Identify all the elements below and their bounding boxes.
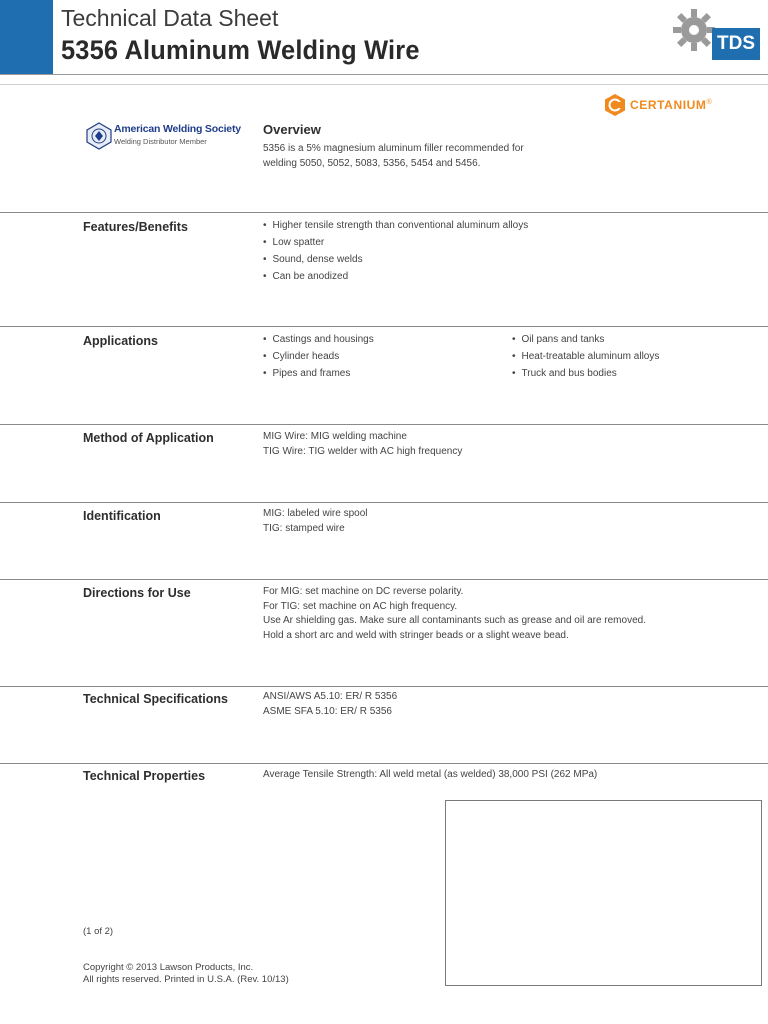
page-number: (1 of 2) — [83, 926, 114, 937]
applications-label: Applications — [83, 334, 159, 348]
application-item: • Truck and bus bodies — [512, 365, 617, 382]
properties-text: Average Tensile Strength: All weld metal (as welded) 38,000 PSI (262 MPa) — [263, 769, 598, 780]
application-item: • Heat-treatable aluminum alloys — [512, 348, 659, 365]
directions-text: For MIG: set machine on DC reverse polarity. For TIG: set machine on AC high frequency. Use Ar shielding gas. Make sure all contaminants such as grease and oil are removed. Hold a short arc and weld with stringer beads or a slight weave bead. — [263, 586, 646, 641]
section-divider — [0, 579, 768, 580]
certanium-logo — [604, 93, 744, 119]
tds-badge: TDS — [712, 28, 760, 60]
certanium-hex-icon — [604, 93, 626, 117]
application-item: • Pipes and frames — [263, 365, 350, 382]
feature-item: • Low spatter — [263, 234, 324, 251]
specifications-label: Technical Specifications — [83, 692, 228, 706]
copyright-notice: Copyright © 2013 Lawson Products, Inc. All rights reserved. Printed in U.S.A. (Rev. 10/13) — [83, 962, 289, 985]
aws-subtitle: Welding Distributor Member — [114, 137, 207, 146]
features-label: Features/Benefits — [83, 220, 188, 234]
header-divider — [0, 84, 768, 85]
properties-label: Technical Properties — [83, 769, 206, 783]
method-label: Method of Application — [83, 431, 214, 445]
aws-logo — [86, 122, 241, 152]
application-item: • Castings and housings — [263, 331, 374, 348]
document-type: Technical Data Sheet — [61, 5, 279, 31]
blank-info-box — [445, 800, 762, 986]
specifications-text: ANSI/AWS A5.10: ER/ R 5356 ASME SFA 5.10: ER/ R 5356 — [263, 691, 398, 717]
section-divider — [0, 212, 768, 213]
feature-item: • Sound, dense welds — [263, 251, 363, 268]
identification-label: Identification — [83, 509, 161, 523]
application-item: • Oil pans and tanks — [512, 331, 604, 348]
overview-text: 5356 is a 5% magnesium aluminum filler recommended for welding 5050, 5052, 5083, 5356, 5454 and 5456. — [263, 143, 524, 169]
document-header — [0, 0, 768, 75]
aws-seal-icon — [86, 122, 112, 150]
section-divider — [0, 424, 768, 425]
method-text: MIG Wire: MIG welding machine TIG Wire: TIG welder with AC high frequency — [263, 431, 463, 457]
application-item: • Cylinder heads — [263, 348, 339, 365]
aws-name: American Welding Society — [114, 123, 241, 135]
directions-label: Directions for Use — [83, 586, 191, 600]
header-accent-bar — [0, 0, 53, 74]
document-title: 5356 Aluminum Welding Wire — [61, 35, 420, 65]
section-divider — [0, 326, 768, 327]
feature-item: • Can be anodized — [263, 268, 348, 285]
overview-title: Overview — [263, 122, 321, 137]
section-divider — [0, 763, 768, 764]
section-divider — [0, 502, 768, 503]
certanium-wordmark: CERTANIUM® — [630, 98, 713, 112]
feature-item: • Higher tensile strength than conventional aluminum alloys — [263, 217, 528, 234]
section-divider — [0, 686, 768, 687]
identification-text: MIG: labeled wire spool TIG: stamped wire — [263, 508, 368, 534]
